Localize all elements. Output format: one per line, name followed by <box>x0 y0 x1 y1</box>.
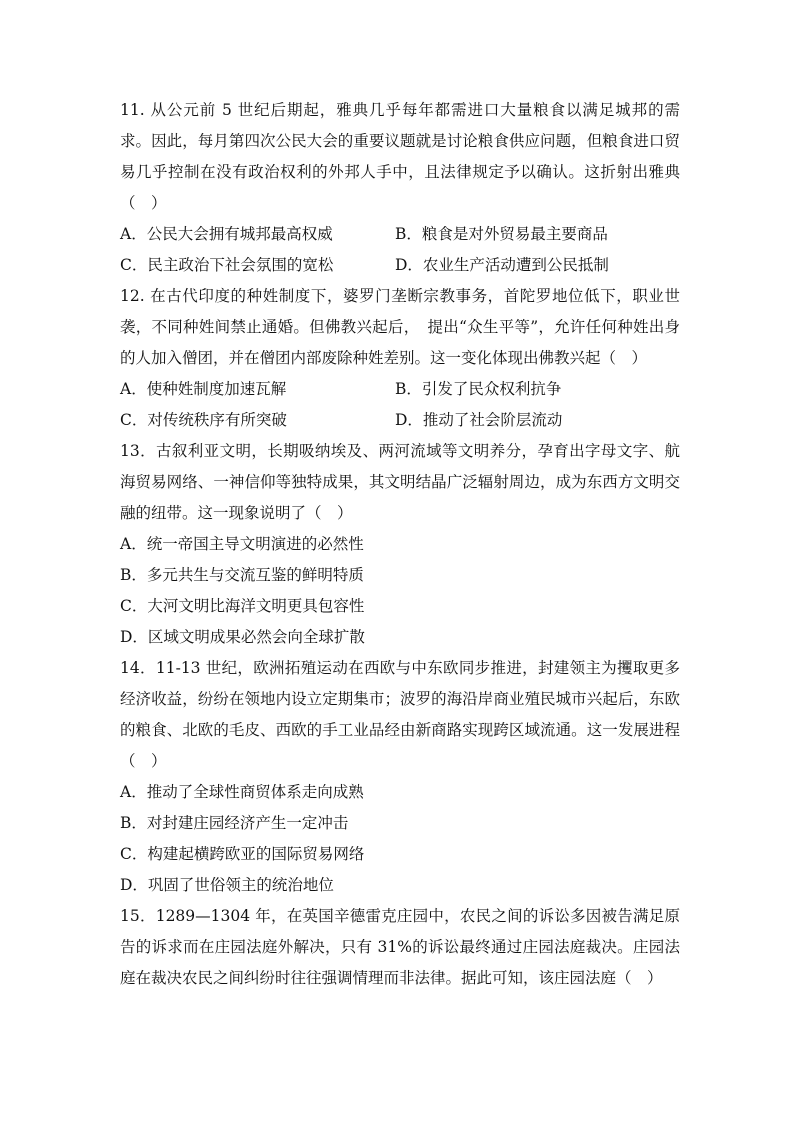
option-a: A．推动了全球性商贸体系走向成熟 <box>120 783 364 801</box>
option-c: C．对传统秩序有所突破 <box>120 411 287 429</box>
question-stem: 11. 从公元前 5 世纪后期起，雅典几乎每年都需进口大量粮食以满足城邦的需求。因此，每月第四次公民大会的重要议题就是讨论粮食供应问题，但粮食进口贸易几乎控制在没有政治权利的外邦人手中，且法律规定予以确认。这折射出雅典（ ） <box>120 101 680 212</box>
option-a: A．公民大会拥有城邦最高权威 <box>120 225 333 243</box>
option-row <box>120 250 680 281</box>
option-d: D．巩固了世俗领主的统治地位 <box>120 876 334 894</box>
question-14 <box>120 653 680 901</box>
option-c: C．构建起横跨欧亚的国际贸易网络 <box>120 845 365 863</box>
question-stem: 15．1289—1304 年，在英国辛德雷克庄园中，农民之间的诉讼多因被告满足原告的诉求而在庄园法庭外解决，只有 31%的诉讼最终通过庄园法庭裁决。庄园法庭在裁决农民之间纠纷时往往强调情理而非法律。据此可知，该庄园法庭（ ） <box>120 907 680 987</box>
option-b: B．对封建庄园经济产生一定冲击 <box>120 814 349 832</box>
option-c: C．民主政治下社会氛围的宽松 <box>120 256 334 274</box>
question-stem: 13．古叙利亚文明，长期吸纳埃及、两河流域等文明养分，孕育出字母文字、航海贸易网络、一神信仰等独特成果，其文明结晶广泛辐射周边，成为东西方文明交融的纽带。这一现象说明了（ ） <box>120 442 680 522</box>
option-d: D．农业生产活动遭到公民抵制 <box>395 256 609 274</box>
question-15 <box>120 901 680 994</box>
option-row <box>120 405 680 436</box>
exam-page <box>120 95 680 994</box>
option-row <box>120 219 680 250</box>
question-11 <box>120 95 680 281</box>
question-13 <box>120 436 680 653</box>
question-stem: 14．11-13 世纪，欧洲拓殖运动在西欧与中东欧同步推进，封建领主为攫取更多经济收益，纷纷在领地内设立定期集市；波罗的海沿岸商业殖民城市兴起后，东欧的粮食、北欧的毛皮、西欧的手工业品经由新商路实现跨区域流通。这一发展进程（ ） <box>120 659 680 770</box>
option-a: A．统一帝国主导文明演进的必然性 <box>120 535 364 553</box>
option-d: D．推动了社会阶层流动 <box>395 411 563 429</box>
option-d: D．区域文明成果必然会向全球扩散 <box>120 628 365 646</box>
option-b: B．引发了民众权利抗争 <box>395 380 562 398</box>
option-b: B．粮食是对外贸易最主要商品 <box>395 225 608 243</box>
option-a: A．使种姓制度加速瓦解 <box>120 380 287 398</box>
option-c: C．大河文明比海洋文明更具包容性 <box>120 597 365 615</box>
option-row <box>120 374 680 405</box>
question-12 <box>120 281 680 436</box>
question-stem: 12. 在古代印度的种姓制度下，婆罗门垄断宗教事务，首陀罗地位低下，职业世袭，不同种姓间禁止通婚。但佛教兴起后， 提出“众生平等”，允许任何种姓出身的人加入僧团，并在僧团内部废除种姓差别。这一变化体现出佛教兴起（ ） <box>120 287 680 367</box>
option-b: B．多元共生与交流互鉴的鲜明特质 <box>120 566 364 584</box>
